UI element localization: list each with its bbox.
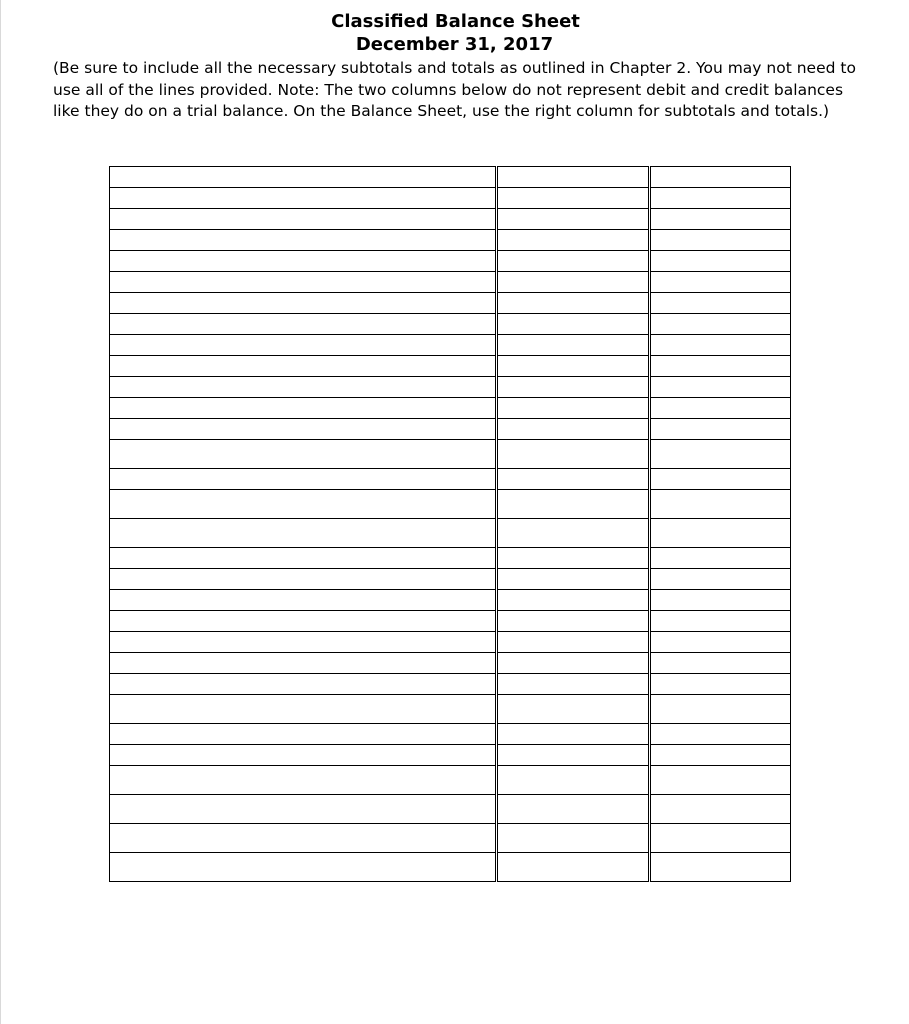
table-cell-account[interactable] <box>110 569 497 590</box>
statement-date: December 31, 2017 <box>355 34 554 55</box>
table-cell-account[interactable] <box>110 272 497 293</box>
table-row <box>110 853 791 882</box>
table-cell-account[interactable] <box>110 188 497 209</box>
balance-sheet-table <box>109 166 791 882</box>
table-row <box>110 230 791 251</box>
table-cell-amount[interactable] <box>497 632 650 653</box>
table-cell-subtotal-total[interactable] <box>650 695 791 724</box>
table-cell-account[interactable] <box>110 293 497 314</box>
table-cell-amount[interactable] <box>497 440 650 469</box>
table-cell-subtotal-total[interactable] <box>650 230 791 251</box>
table-cell-subtotal-total[interactable] <box>650 188 791 209</box>
table-cell-amount[interactable] <box>497 188 650 209</box>
table-cell-account[interactable] <box>110 695 497 724</box>
table-cell-account[interactable] <box>110 745 497 766</box>
table-cell-account[interactable] <box>110 469 497 490</box>
table-cell-amount[interactable] <box>497 724 650 745</box>
table-cell-subtotal-total[interactable] <box>650 314 791 335</box>
table-cell-account[interactable] <box>110 167 497 188</box>
table-cell-account[interactable] <box>110 335 497 356</box>
table-cell-account[interactable] <box>110 251 497 272</box>
table-row <box>110 548 791 569</box>
table-cell-amount[interactable] <box>497 272 650 293</box>
table-cell-subtotal-total[interactable] <box>650 824 791 853</box>
table-cell-account[interactable] <box>110 632 497 653</box>
table-cell-subtotal-total[interactable] <box>650 569 791 590</box>
table-cell-subtotal-total[interactable] <box>650 795 791 824</box>
table-cell-amount[interactable] <box>497 251 650 272</box>
table-cell-amount[interactable] <box>497 490 650 519</box>
table-row <box>110 766 791 795</box>
table-cell-amount[interactable] <box>497 377 650 398</box>
table-cell-subtotal-total[interactable] <box>650 377 791 398</box>
table-cell-amount[interactable] <box>497 293 650 314</box>
page-edge-rule <box>0 0 1 1024</box>
table-cell-account[interactable] <box>110 795 497 824</box>
table-row <box>110 653 791 674</box>
table-cell-subtotal-total[interactable] <box>650 251 791 272</box>
table-cell-amount[interactable] <box>497 209 650 230</box>
table-cell-amount[interactable] <box>497 548 650 569</box>
table-cell-account[interactable] <box>110 724 497 745</box>
table-cell-account[interactable] <box>110 440 497 469</box>
table-cell-subtotal-total[interactable] <box>650 293 791 314</box>
table-cell-amount[interactable] <box>497 824 650 853</box>
instructions-text: (Be sure to include all the necessary subtotals and totals as outlined in Chapter 2. You may not need to use all of the lines provided. Note: The two columns below do not represent debit and credit balances like they do on a trial balance. On the Balance Sheet, use the right column for subtotals and totals.) <box>53 59 856 120</box>
table-row <box>110 314 791 335</box>
table-cell-amount[interactable] <box>497 419 650 440</box>
table-cell-subtotal-total[interactable] <box>650 419 791 440</box>
table-row <box>110 469 791 490</box>
table-cell-subtotal-total[interactable] <box>650 653 791 674</box>
table-cell-account[interactable] <box>110 590 497 611</box>
table-cell-subtotal-total[interactable] <box>650 167 791 188</box>
table-cell-account[interactable] <box>110 824 497 853</box>
table-cell-subtotal-total[interactable] <box>650 398 791 419</box>
table-cell-amount[interactable] <box>497 335 650 356</box>
table-cell-account[interactable] <box>110 209 497 230</box>
table-row <box>110 490 791 519</box>
table-cell-account[interactable] <box>110 314 497 335</box>
table-cell-account[interactable] <box>110 356 497 377</box>
table-cell-amount[interactable] <box>497 569 650 590</box>
table-cell-amount[interactable] <box>497 674 650 695</box>
table-row <box>110 590 791 611</box>
table-cell-account[interactable] <box>110 674 497 695</box>
table-cell-subtotal-total[interactable] <box>650 356 791 377</box>
table-cell-subtotal-total[interactable] <box>650 209 791 230</box>
table-row <box>110 209 791 230</box>
table-row <box>110 377 791 398</box>
table-cell-subtotal-total[interactable] <box>650 519 791 548</box>
table-cell-subtotal-total[interactable] <box>650 548 791 569</box>
table-row <box>110 519 791 548</box>
table-cell-account[interactable] <box>110 519 497 548</box>
table-cell-account[interactable] <box>110 766 497 795</box>
table-cell-account[interactable] <box>110 490 497 519</box>
table-cell-amount[interactable] <box>497 695 650 724</box>
table-row <box>110 632 791 653</box>
table-cell-amount[interactable] <box>497 230 650 251</box>
table-cell-subtotal-total[interactable] <box>650 440 791 469</box>
table-row <box>110 695 791 724</box>
table-cell-amount[interactable] <box>497 766 650 795</box>
table-cell-amount[interactable] <box>497 795 650 824</box>
table-row <box>110 724 791 745</box>
table-cell-amount[interactable] <box>497 356 650 377</box>
document-header <box>0 10 909 56</box>
table-row <box>110 674 791 695</box>
table-row <box>110 795 791 824</box>
table-cell-subtotal-total[interactable] <box>650 632 791 653</box>
table-row <box>110 569 791 590</box>
table-cell-amount[interactable] <box>497 745 650 766</box>
table-cell-account[interactable] <box>110 419 497 440</box>
table-row <box>110 419 791 440</box>
table-cell-account[interactable] <box>110 853 497 882</box>
table-row <box>110 824 791 853</box>
table-cell-amount[interactable] <box>497 167 650 188</box>
table-cell-amount[interactable] <box>497 519 650 548</box>
table-cell-subtotal-total[interactable] <box>650 745 791 766</box>
table-cell-subtotal-total[interactable] <box>650 611 791 632</box>
table-row <box>110 611 791 632</box>
table-cell-account[interactable] <box>110 611 497 632</box>
table-row <box>110 272 791 293</box>
table-row <box>110 293 791 314</box>
page-title: Classified Balance Sheet <box>331 11 580 32</box>
table-row <box>110 745 791 766</box>
table-cell-subtotal-total[interactable] <box>650 853 791 882</box>
table-cell-subtotal-total[interactable] <box>650 766 791 795</box>
table-row <box>110 167 791 188</box>
table-cell-amount[interactable] <box>497 469 650 490</box>
table-cell-amount[interactable] <box>497 853 650 882</box>
table-cell-subtotal-total[interactable] <box>650 724 791 745</box>
table-cell-subtotal-total[interactable] <box>650 590 791 611</box>
table-cell-amount[interactable] <box>497 398 650 419</box>
table-row <box>110 356 791 377</box>
table-cell-subtotal-total[interactable] <box>650 335 791 356</box>
table-cell-subtotal-total[interactable] <box>650 469 791 490</box>
table-cell-amount[interactable] <box>497 653 650 674</box>
table-row <box>110 188 791 209</box>
table-cell-account[interactable] <box>110 398 497 419</box>
table-cell-account[interactable] <box>110 230 497 251</box>
table-row <box>110 398 791 419</box>
table-row <box>110 440 791 469</box>
table-row <box>110 251 791 272</box>
table-cell-account[interactable] <box>110 377 497 398</box>
table-cell-amount[interactable] <box>497 314 650 335</box>
table-cell-amount[interactable] <box>497 590 650 611</box>
table-row <box>110 335 791 356</box>
table-cell-subtotal-total[interactable] <box>650 490 791 519</box>
table-cell-subtotal-total[interactable] <box>650 272 791 293</box>
table-cell-amount[interactable] <box>497 611 650 632</box>
table-cell-account[interactable] <box>110 548 497 569</box>
balance-sheet-body <box>110 167 791 882</box>
table-cell-subtotal-total[interactable] <box>650 674 791 695</box>
table-cell-account[interactable] <box>110 653 497 674</box>
